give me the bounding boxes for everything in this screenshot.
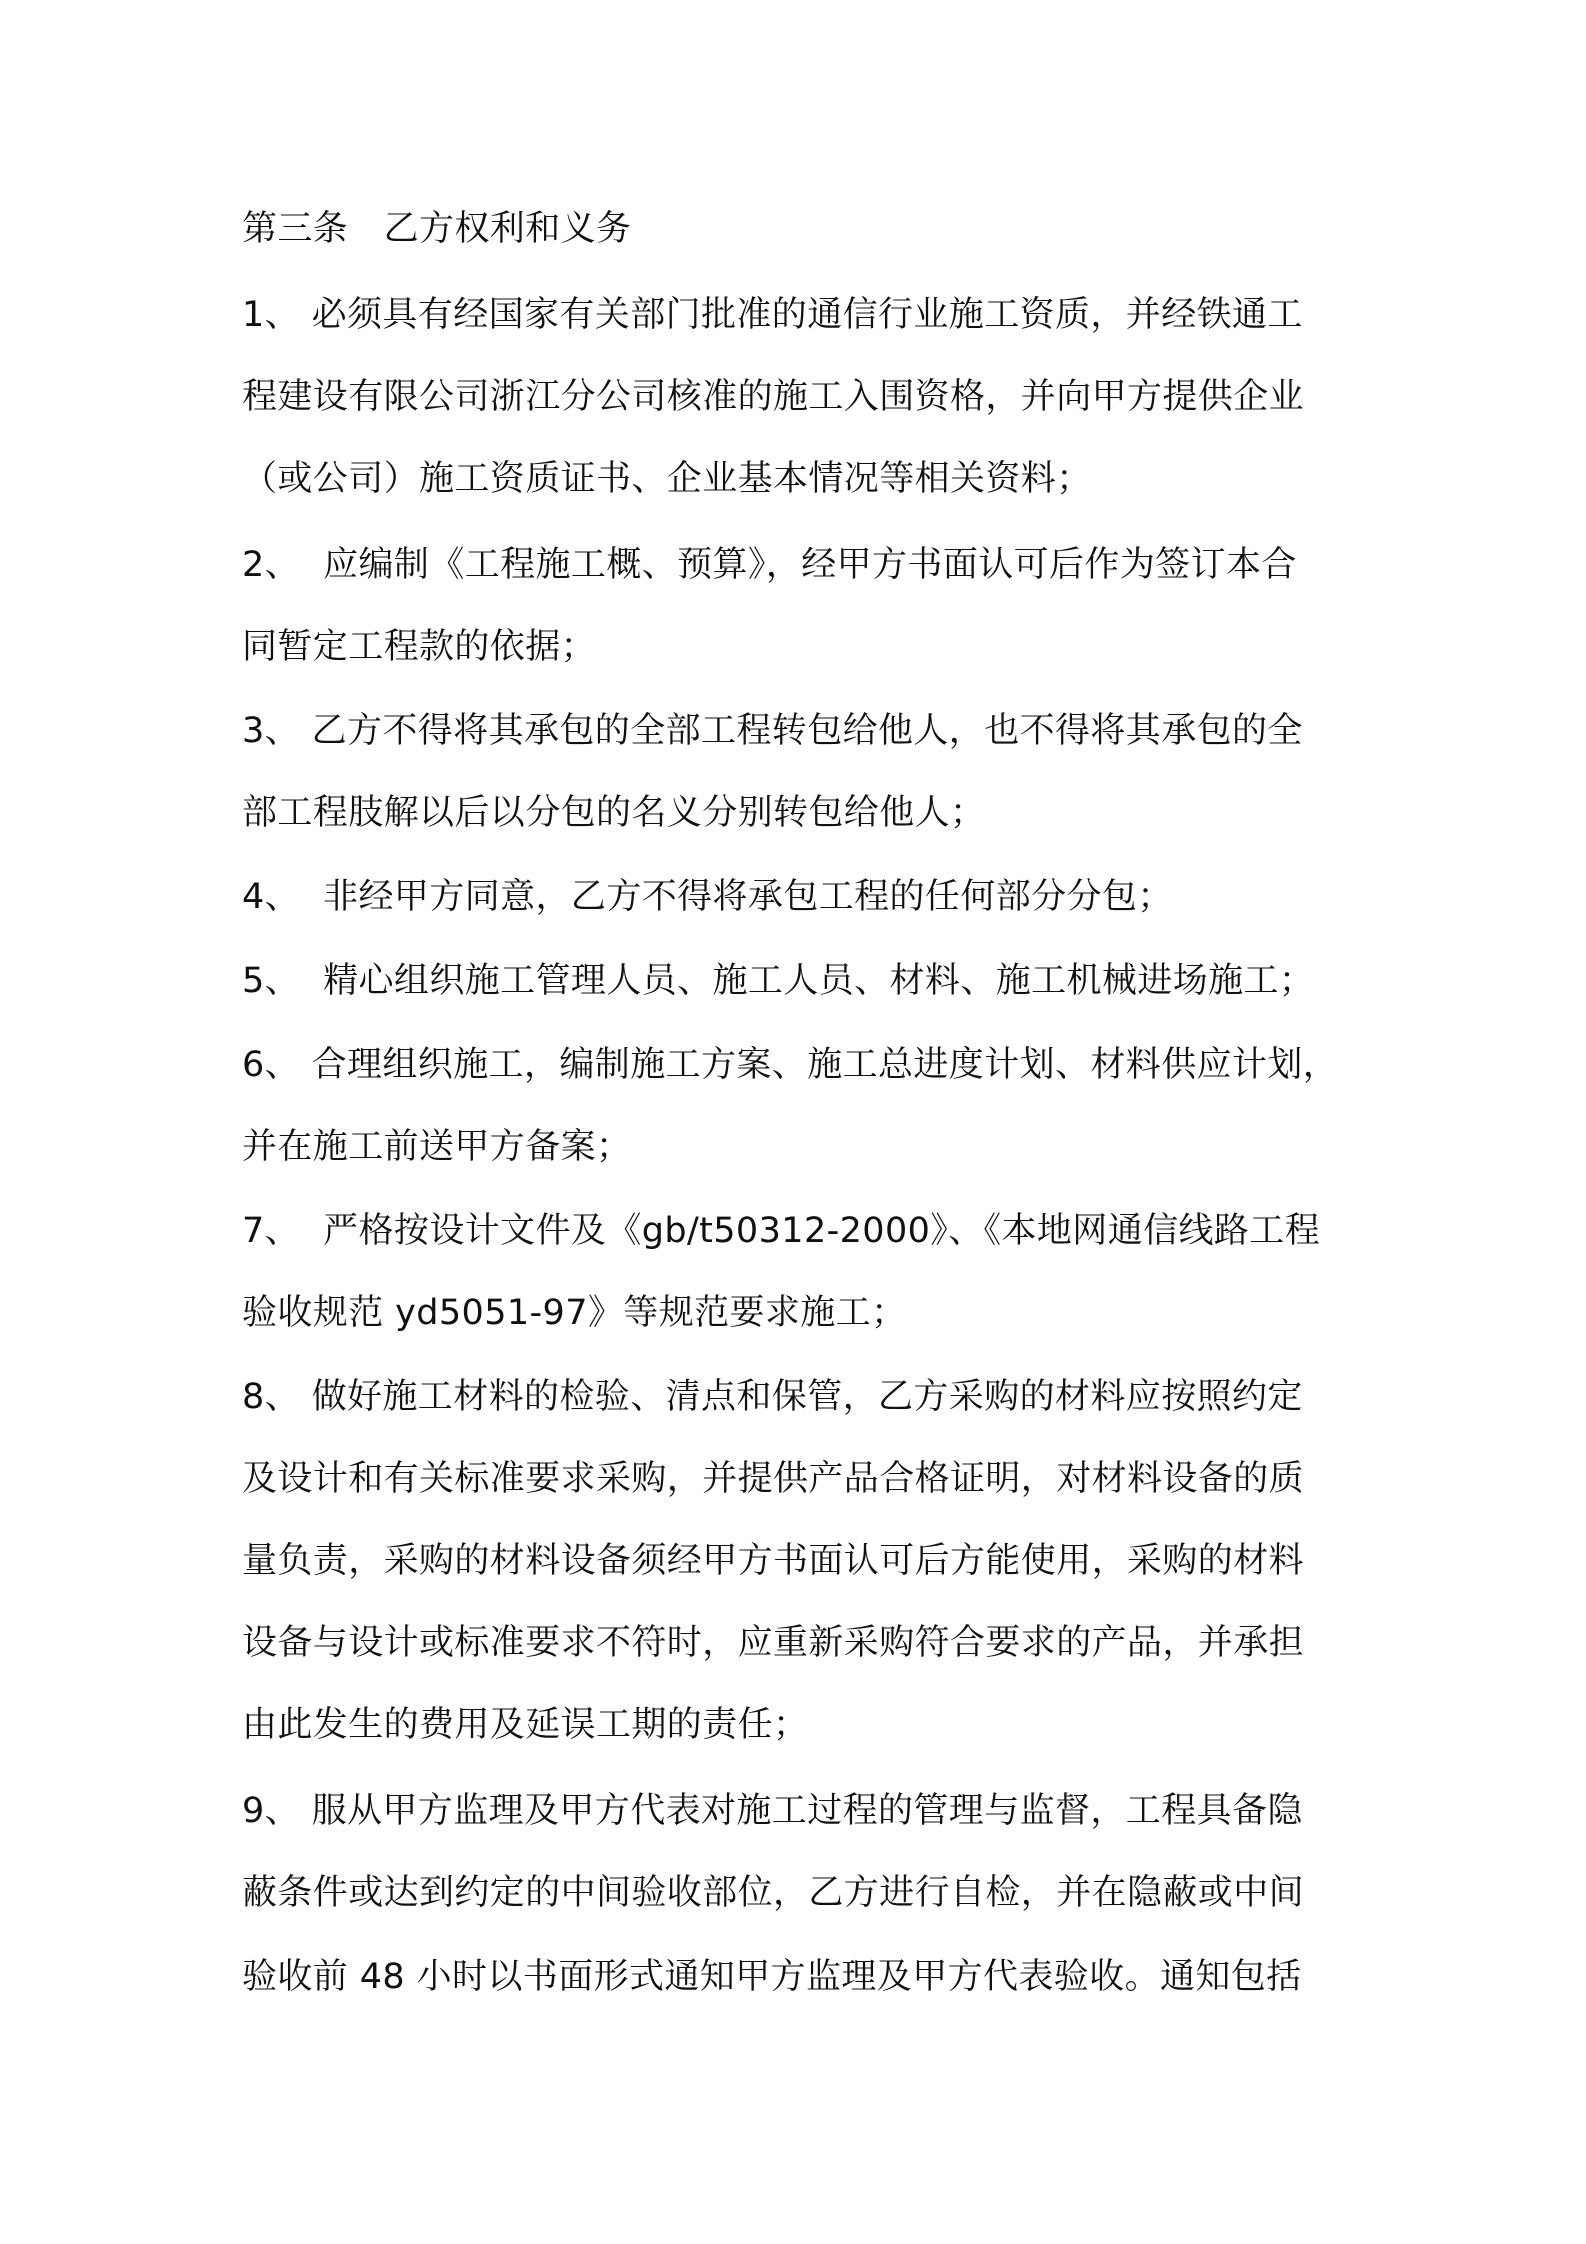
clause-2-line-2: 同暂定工程款的依据； xyxy=(242,627,597,667)
clause-9-line-2: 蔽条件或达到约定的中间验收部位，乙方进行自检，并在隐蔽或中间 xyxy=(242,1873,1305,1913)
clause-8-line-1: 8、 做好施工材料的检验、清点和保管，乙方采购的材料应按照约定 xyxy=(242,1377,1303,1417)
clause-8-line-2: 及设计和有关标准要求采购，并提供产品合格证明，对材料设备的质 xyxy=(242,1459,1305,1499)
clause-7-line-2: 验收规范 yd5051-97》等规范要求施工； xyxy=(242,1293,907,1333)
clause-1-line-1: 1、 必须具有经国家有关部门批准的通信行业施工资质，并经铁通工 xyxy=(242,295,1303,335)
clause-5-line-1: 5、 精心组织施工管理人员、施工人员、材料、施工机械进场施工； xyxy=(242,961,1315,1001)
clause-2-line-1: 2、 应编制《工程施工概、预算》，经甲方书面认可后作为签订本合 xyxy=(242,545,1297,585)
clause-9-line-3: 验收前 48 小时以书面形式通知甲方监理及甲方代表验收。通知包括 xyxy=(242,1957,1302,1997)
clause-8-line-4: 设备与设计或标准要求不符时，应重新采购符合要求的产品，并承担 xyxy=(242,1623,1305,1663)
clause-3-line-1: 3、 乙方不得将其承包的全部工程转包给他人，也不得将其承包的全 xyxy=(242,711,1303,751)
clause-3-line-2: 部工程肢解以后以分包的名义分别转包给他人； xyxy=(242,793,986,833)
clause-4-line-1: 4、 非经甲方同意，乙方不得将承包工程的任何部分分包； xyxy=(242,877,1173,917)
clause-6-line-2: 并在施工前送甲方备案； xyxy=(242,1127,632,1167)
section-title: 第三条 乙方权利和义务 xyxy=(242,209,632,249)
clause-9-line-1: 9、 服从甲方监理及甲方代表对施工过程的管理与监督，工程具备隐 xyxy=(242,1791,1303,1831)
clause-1-line-2: 程建设有限公司浙江分公司核准的施工入围资格，并向甲方提供企业 xyxy=(242,377,1305,417)
clause-6-line-1: 6、 合理组织施工，编制施工方案、施工总进度计划、材料供应计划， xyxy=(242,1045,1339,1085)
clause-8-line-5: 由此发生的费用及延误工期的责任； xyxy=(242,1705,809,1745)
clause-7-line-1: 7、 严格按设计文件及《gb/t50312-2000》、《本地网通信线路工程 xyxy=(242,1211,1321,1251)
clause-8-line-3: 量负责，采购的材料设备须经甲方书面认可后方能使用，采购的材料 xyxy=(242,1541,1305,1581)
clause-1-line-3: （或公司）施工资质证书、企业基本情况等相关资料； xyxy=(242,459,1092,499)
